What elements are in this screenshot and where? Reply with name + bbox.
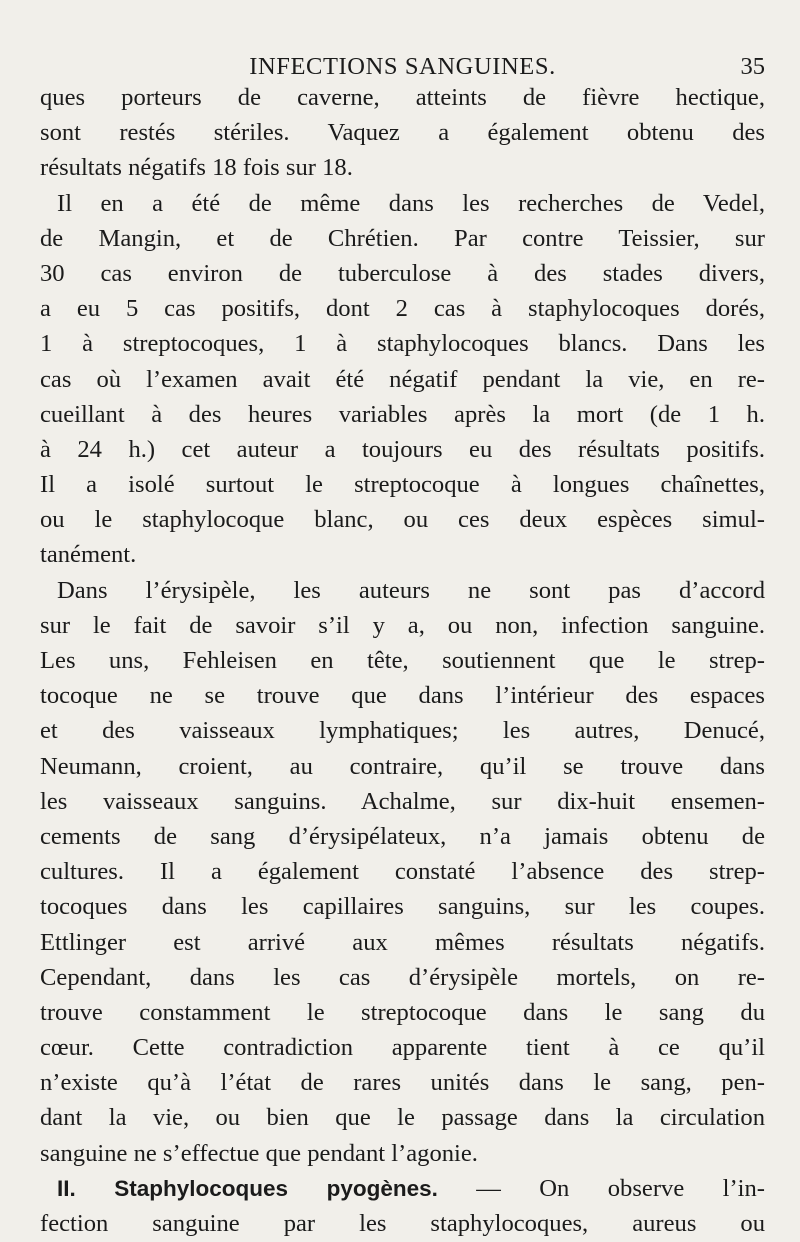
running-title: INFECTIONS SANGUINES. bbox=[249, 53, 556, 80]
text-line: cements de sang d’érysipélateux, n’a jamais obtenu de bbox=[40, 822, 765, 850]
text-line: cœur. Cette contradiction apparente tient à ce qu’il bbox=[40, 1034, 765, 1062]
text-line: cueillant à des heures variables après la mort (de 1 h. bbox=[40, 400, 765, 428]
text-line: Il en a été de même dans les recherches de Vedel, bbox=[57, 189, 765, 217]
text-line: les vaisseaux sanguins. Achalme, sur dix-huit ensemen- bbox=[40, 787, 765, 815]
text-line: de Mangin, et de Chrétien. Par contre Teissier, sur bbox=[40, 224, 765, 252]
text-line: 1 à streptocoques, 1 à staphylocoques blancs. Dans les bbox=[40, 330, 765, 358]
text-line: cas où l’examen avait été négatif pendant la vie, en re- bbox=[40, 365, 765, 393]
text-line: tanément. bbox=[40, 541, 137, 569]
text-line: Cependant, dans les cas d’érysipèle mortels, on re- bbox=[40, 963, 765, 991]
text-line: sanguine ne s’effectue que pendant l’agonie. bbox=[40, 1139, 478, 1167]
page-number: 35 bbox=[740, 53, 765, 80]
text-line: et des vaisseaux lymphatiques; les autres, Denucé, bbox=[40, 717, 765, 745]
text-line: fection sanguine par les staphylocoques, aureus ou bbox=[40, 1210, 765, 1237]
text-line: 30 cas environ de tuberculose à des stades divers, bbox=[40, 259, 765, 287]
text-line: Dans l’érysipèle, les auteurs ne sont pas d’accord bbox=[57, 576, 765, 604]
text-line: n’existe qu’à l’état de rares unités dans le sang, pen- bbox=[40, 1069, 765, 1097]
text-line: trouve constamment le streptocoque dans le sang du bbox=[40, 998, 765, 1026]
text-line: cultures. Il a également constaté l’absence des strep- bbox=[40, 858, 765, 886]
text-line: sur le fait de savoir s’il y a, ou non, infection sanguine. bbox=[40, 611, 765, 639]
body-text bbox=[40, 80, 765, 1241]
section-heading-continuation: — On observe l’in- bbox=[437, 1174, 765, 1202]
text-line: sont restés stériles. Vaquez a également obtenu des bbox=[40, 119, 765, 147]
text-line: résultats négatifs 18 fois sur 18. bbox=[40, 154, 353, 182]
text-line: tocoques dans les capillaires sanguins, sur les coupes. bbox=[40, 893, 765, 921]
text-line: Il a isolé surtout le streptocoque à longues chaînettes, bbox=[40, 471, 765, 499]
section-heading-line bbox=[40, 1171, 765, 1206]
text-line: à 24 h.) cet auteur a toujours eu des résultats positifs. bbox=[40, 435, 765, 463]
text-line: tocoque ne se trouve que dans l’intérieur des espaces bbox=[40, 682, 765, 710]
text-line: Les uns, Fehleisen en tête, soutiennent que le strep- bbox=[40, 647, 765, 674]
text-line: Neumann, croient, au contraire, qu’il se trouve dans bbox=[40, 752, 765, 780]
text-line: Ettlinger est arrivé aux mêmes résultats négatifs. bbox=[40, 928, 765, 956]
text-line: ques porteurs de caverne, atteints de fièvre hectique, bbox=[40, 84, 765, 111]
section-heading: II. Staphylocoques pyogènes. bbox=[57, 1175, 438, 1201]
text-line: ou le staphylocoque blanc, ou ces deux espèces simul- bbox=[40, 506, 765, 534]
text-line: a eu 5 cas positifs, dont 2 cas à staphylocoques dorés, bbox=[40, 295, 765, 323]
text-line: dant la vie, ou bien que le passage dans la circulation bbox=[40, 1104, 765, 1132]
